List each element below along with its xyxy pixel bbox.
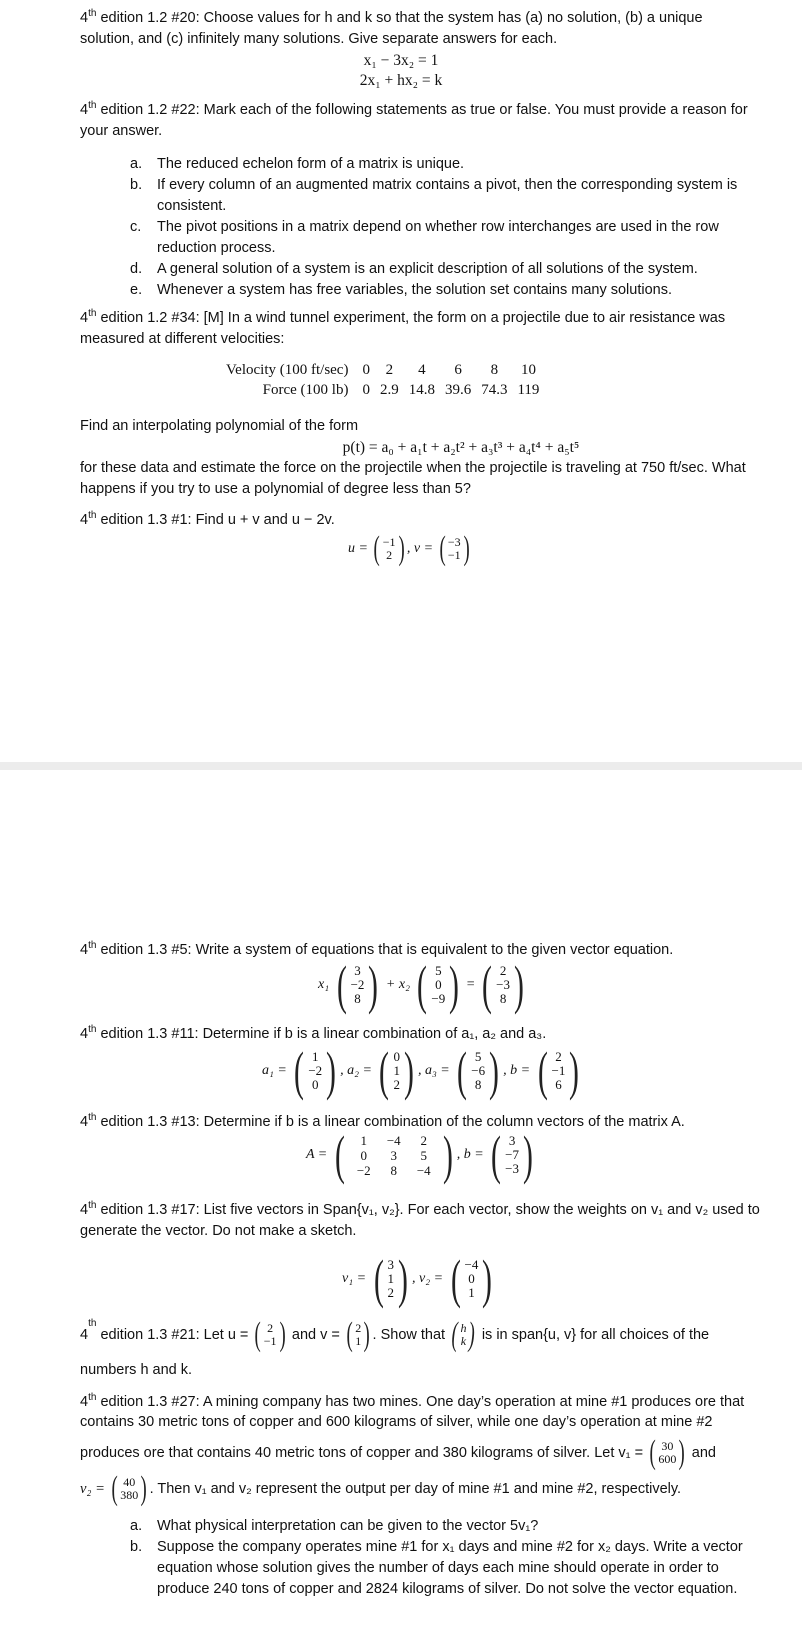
- polynomial: p(t) = a₀ + a₁t + a₂t² + a₃t³ + a₄t⁴ + a₅t⁵: [342, 439, 580, 456]
- list-item: a. What physical interpretation can be given to the vector 5v₁?: [130, 1518, 539, 1534]
- question-text: edition 1.3 #13: Determine if b is a linear combination of the column vectors of the matrix A.: [96, 1114, 685, 1130]
- list-item: c. The pivot positions in a matrix depend on whether row interchanges are used in the row reduction process.: [130, 219, 719, 256]
- question-1-3-17: 4th edition 1.3 #17: List five vectors in Span{v₁, v₂}. For each vector, show the weights on v₁ and v₂ used to generate the vector. Do not make a sketch.: [80, 1200, 760, 1239]
- matrix-A-and-b: A = ( 1 −4 2 0 3 5 −2 8 −4 ) , b = ( 3 −7 −3 ): [306, 1125, 533, 1185]
- mining-subquestions: [130, 1516, 760, 1600]
- question-1-2-34: 4th edition 1.2 #34: [M] In a wind tunnel experiment, the form on a projectile due to air resistance was measured at different velocities:: [80, 308, 726, 347]
- vectors-v1-v2: v₁ = ( 3 1 2 ) , v₂ = ( −4 0 1 ): [342, 1249, 493, 1309]
- page-separator: [0, 762, 802, 770]
- question-1-3-1: 4th edition 1.3 #1: Find u + v and u − 2v.: [80, 510, 335, 528]
- question-1-3-21: 4th edition 1.3 #21: Let u = ( 2 −1 ) and v = ( 2 1 ) . Show that ( h k ) is in span{u, v} for all choices of the: [80, 1316, 710, 1353]
- true-false-list: [130, 154, 760, 301]
- question-text: edition 1.2 #20: Choose values for h and k so that the system has (a) no solution, (b) a unique solution, and (c) infinitely many solutions. Give separate answers for each.: [80, 10, 703, 47]
- question-text-continued: for these data and estimate the force on the projectile when the projectile is traveling at 750 ft/sec. What happens if you try to use a polynomial of degree less than 5?: [80, 460, 746, 497]
- question-1-3-27: 4th edition 1.3 #27: A mining company has two mines. One day’s operation at mine #1 produces ore that contains 30 metric tons of copper and 600 kilograms of silver, while one day’s operation at mine #2 produces ore that contains 40 metric tons of copper and 380 kilograms of silver. Let v₁ = ( 30 600 ) and v₂ = ( 40 380 ) . Then v₁ and v₂ represent the output per day of mine #1 and mine #2, respectively.: [80, 1392, 745, 1507]
- question-text: edition 1.3 #5: Write a system of equations that is equivalent to the given vector equation.: [96, 942, 674, 958]
- find-text: Find an interpolating polynomial of the form: [80, 418, 359, 434]
- vectors-u-v: u = ( −1 2 ) , v = ( −3 −1 ): [348, 530, 470, 567]
- force-row: Force (100 lb) 0 2.9 14.8 39.6 74.3 119: [262, 382, 540, 398]
- velocity-row: Velocity (100 ft/sec) 0 2 4 6 8 10: [226, 362, 536, 378]
- wind-tunnel-table: [226, 360, 539, 400]
- question-1-3-5: 4th edition 1.3 #5: Write a system of equations that is equivalent to the given vector equation.: [80, 940, 674, 958]
- list-item: a. The reduced echelon form of a matrix is unique.: [130, 156, 465, 172]
- vectors-a1-a2-a3-b: a₁ = ( 1 −2 0 ) , a₂ = ( 0 1 2 ) , a₃ = ( 5 −6 8 ) , b = ( 2 −1 6 ): [262, 1041, 580, 1101]
- page-2: 4th edition 1.3 #5: Write a system of equations that is equivalent to the given vector equation. x₁ ( 3 −2 8 ) + x₂ ( 5 0 −9 ) = ( 2 −3 8 ) 4th edition 1.3 #11: Determine if b is a linear combination of a₁, a₂ and a₃. a₁ = ( 1 −2 0 ) , a₂ = ( 0 1 2 ) , a₃ = ( 5 −6 8 ) , b = ( 2 −1 6 ) 4th edition 1.3 #13: Determine if b is a linear combination of the column vectors of the matrix A. A = ( 1 −4 2 0 3 5 −2 8 −4 ) , b = ( 3 −7 −3 ) 4th edition 1.3 #17: List five vectors in Span{v₁, v₂}. For each vector, show the weights on v₁ and v₂ used to generate the vector. Do not make a sketch. v₁ = ( 3 1 2 ) , v₂ = ( −4 0 1 ) 4th edition 1.3 #21: Let u = ( 2 −1 ) and v = ( 2 1 ) . Show that ( h k ) is in span{u, v} for all choices of the numbers h and k. 4th edition 1.3 #27: A mining company has two mines. One day’s operation at mine #1 produces ore that contains 30 metric tons of copper and 600 kilograms of silver, while one day’s operation at mine #2 produces ore that contains 40 metric tons of copper and 380 kilograms of silver. Let v₁ = ( 30 600 ) and v₂ = ( 40 380 ) . Then v₁ and v₂ represent the output per day of mine #1 and mine #2, respectively. a. What physical interpretation can be given to the vector 5v₁? b. Suppose the company operates mine #1 for x₁ days and mine #2 for x₂ days. Write a vector equation whose solution gives the number of days each mine should operate in order to produce 240 tons of copper and 2824 kilograms of silver. Do not solve the vector equation.: [0, 770, 802, 1632]
- list-item: d. A general solution of a system is an explicit description of all solutions of the system.: [130, 261, 698, 277]
- question-text: edition 1.2 #34: [M] In a wind tunnel experiment, the form on a projectile due to air resistance was measured at different velocities:: [80, 310, 726, 347]
- list-item: e. Whenever a system has free variables, the solution set contains many solutions.: [130, 282, 673, 298]
- vector-equation: x₁ ( 3 −2 8 ) + x₂ ( 5 0 −9 ) = ( 2 −3 8 ): [318, 955, 524, 1015]
- superscript: th: [88, 8, 97, 19]
- equation-2: 2x₁ + hx₂ = k: [359, 72, 443, 89]
- edition-number: 4: [80, 10, 89, 26]
- question-text: edition 1.3 #17: List five vectors in Span{v₁, v₂}. For each vector, show the weights on v₁ and v₂ used to generate the vector. Do not make a sketch.: [80, 1202, 760, 1239]
- page-1: [0, 0, 802, 762]
- list-item: b. Suppose the company operates mine #1 for x₁ days and mine #2 for x₂ days. Write a vector equation whose solution gives the number of days each mine should operate in order to produce 240 tons of copper and 2824 kilograms of silver. Do not solve the vector equation.: [130, 1539, 743, 1597]
- list-item: b. If every column of an augmented matrix contains a pivot, then the corresponding system is consistent.: [130, 177, 738, 214]
- question-text: edition 1.2 #22: Mark each of the following statements as true or false. You must provide a reason for your answer.: [80, 102, 748, 139]
- question-text: edition 1.3 #1: Find u + v and u − 2v.: [96, 512, 335, 528]
- question-1-2-20: [80, 8, 760, 50]
- question-1-2-22: 4th edition 1.2 #22: Mark each of the following statements as true or false. You must provide a reason for your answer.: [80, 100, 748, 139]
- question-1-3-13: 4th edition 1.3 #13: Determine if b is a linear combination of the column vectors of the matrix A.: [80, 1112, 685, 1130]
- question-text: edition 1.3 #11: Determine if b is a linear combination of a₁, a₂ and a₃.: [96, 1026, 547, 1042]
- question-1-3-11: 4th edition 1.3 #11: Determine if b is a linear combination of a₁, a₂ and a₃.: [80, 1024, 547, 1042]
- equation-1: x₁ − 3x₂ = 1: [363, 52, 439, 69]
